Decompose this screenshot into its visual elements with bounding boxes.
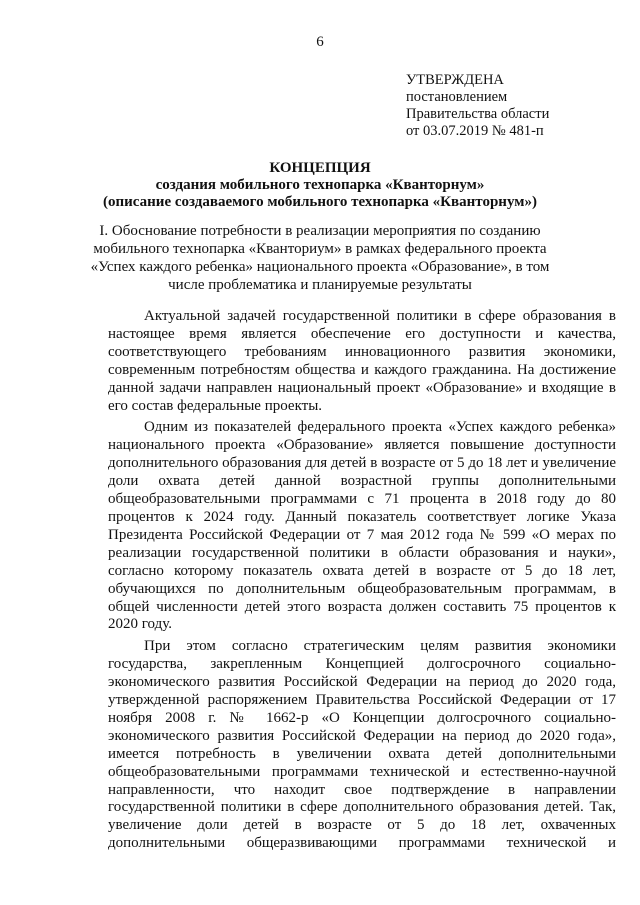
page-number: 6: [316, 34, 324, 50]
paragraph: При этом согласно стратегическим целям развития экономики государства, закрепленным Концепцией долгосрочного социально-экономического развития Российской Федерации на период до 2020 года, утвержденной распоряжением Правительства Российской Федерации от 17 ноября 2008 г. № 1662-р «О Концепции долгосрочного социально-экономического развития Российской Федерации на период до 2020 года», имеется потребность в увеличении охвата детей дополнительными общеобразовательными программами технической и естественно-научной направленности, что находит свое подтверждение в направлении государственной политики в сфере дополнительного образования детей. Так, увеличение доли детей в возрасте от 5 до 18 лет, охваченных дополнительными общеразвивающими программами технической и: [108, 638, 616, 852]
title-line-2: создания мобильного технопарка «Кванторнум»: [155, 177, 485, 193]
section-heading: [0, 222, 640, 294]
document-title: [0, 160, 640, 211]
section-line-1: I. Обоснование потребности в реализации мероприятия по созданию: [99, 223, 541, 239]
paragraph: Актуальной задачей государственной политики в сфере образования в настоящее время является обеспечение его доступности и качества, соответствующего требованиям инновационного развития экономики, современным потребностям общества и каждого гражданина. На достижение данной задачи направлен национальный проект «Образование» и входящие в его состав федеральные проекты.: [108, 308, 616, 414]
section-line-2: мобильного технопарка «Кванториум» в рамках федерального проекта: [93, 241, 547, 257]
approval-line-4: от 03.07.2019 № 481-п: [406, 123, 544, 139]
approval-stamp: [406, 72, 549, 140]
paragraph: Одним из показателей федерального проекта «Успех каждого ребенка» национального проекта «Образование» является повышение доступности дополнительного образования для детей в возрасте от 5 до 18 лет и увеличение доли охвата детей данной возрастной группы дополнительными общеобразовательными программами с 71 процента в 2018 году до 80 процентов к 2024 году. Данный показатель соответствует логике Указа Президента Российской Федерации от 7 мая 2012 года № 599 «О мерах по реализации государственной политики в области образования и науки», согласно которому показатель охвата детей в возрасте от 5 до 18 лет, обучающихся по дополнительным общеобразовательным программам, в общей численности детей этого возраста должен составить 75 процентов к 2020 году.: [108, 419, 616, 633]
body-text: [108, 308, 616, 857]
approval-line-2: постановлением: [406, 89, 508, 105]
approval-line-3: Правительства области: [406, 106, 550, 122]
title-line-1: КОНЦЕПЦИЯ: [269, 160, 371, 176]
section-line-4: числе проблематика и планируемые результаты: [168, 277, 472, 293]
title-line-3: (описание создаваемого мобильного технопарка «Кванторнум»): [103, 194, 537, 210]
section-line-3: «Успех каждого ребенка» национального проекта «Образование», в том: [90, 259, 550, 275]
approval-line-1: УТВЕРЖДЕНА: [406, 72, 504, 88]
